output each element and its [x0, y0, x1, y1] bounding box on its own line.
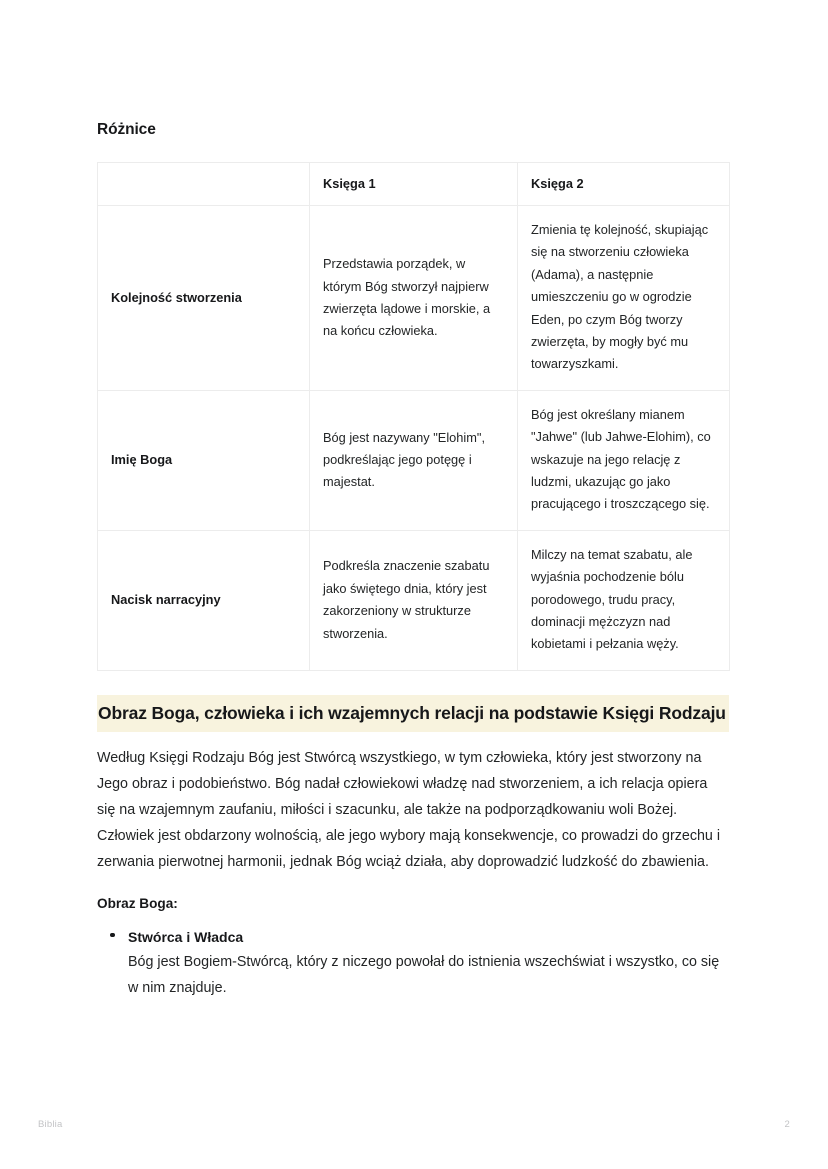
table-row [98, 530, 730, 670]
footer-page-number: 2 [784, 1118, 790, 1130]
subsection-label-obraz-boga: Obraz Boga: [97, 895, 178, 911]
table-row [98, 390, 730, 530]
comparison-table [97, 162, 730, 671]
table-body [98, 206, 730, 671]
table-cell-row-label: Nacisk narracyjny [98, 530, 310, 670]
page-content [97, 120, 729, 1007]
table-header [98, 163, 730, 206]
page-footer [38, 1115, 790, 1133]
table-row [98, 206, 730, 391]
section-heading-roznice: Różnice [97, 121, 156, 138]
table-cell-ksiega2: Bóg jest określany mianem "Jahwe" (lub Jahwe-Elohim), co wskazuje na jego relację z ludzmi, ukazując go jako pracującego i troszczącego się. [518, 390, 730, 530]
table-cell-ksiega2: Milczy na temat szabatu, ale wyjaśnia pochodzenie bólu porodowego, trudu pracy, dominacji mężczyzn nad kobietami i pełzania węży. [518, 530, 730, 670]
list-item [128, 925, 729, 1002]
list-item-text: Bóg jest Bogiem-Stwórcą, który z niczego powołał do istnienia wszechświat i wszystko, co się w nim znajduje. [128, 954, 720, 997]
footer-document-title: Biblia [38, 1118, 63, 1130]
table-cell-ksiega1: Podkreśla znaczenie szabatu jako świętego dnia, który jest zakorzeniony w strukturze stworzenia. [310, 530, 518, 670]
body-paragraph: Według Księgi Rodzaju Bóg jest Stwórcą wszystkiego, w tym człowieka, który jest stworzony na Jego obraz i podobieństwo. Bóg nadał człowiekowi władzę nad stworzeniem, a ich relacja opiera się na wzajemnym zaufaniu, miłości i szacunku, ale także na podporządkowaniu woli Bożej. Człowiek jest obdarzony wolnością, ale jego wybory mają konsekwencje, co prowadzi do grzechu i zerwania pierwotnej harmonii, jednak Bóg wciąż działa, aby doprowadzić ludzkość do zbawienia. [97, 749, 721, 870]
table-cell-ksiega1: Bóg jest nazywany "Elohim", podkreślając jego potęgę i majestat. [310, 390, 518, 530]
table-cell-row-label: Kolejność stworzenia [98, 206, 310, 391]
table-header-cell-empty [98, 163, 310, 206]
highlighted-section-heading: Obraz Boga, człowieka i ich wzajemnych relacji na podstawie Księgi Rodzaju [97, 695, 729, 732]
table-header-cell-ksiega2: Księga 2 [518, 163, 730, 206]
table-header-cell-ksiega1: Księga 1 [310, 163, 518, 206]
list-item-title: Stwórca i Władca [128, 928, 244, 945]
table-header-row [98, 163, 730, 206]
bullet-dot-icon [110, 933, 115, 938]
bullet-list [97, 925, 729, 1002]
table-cell-row-label: Imię Boga [98, 390, 310, 530]
table-cell-ksiega2: Zmienia tę kolejność, skupiając się na stworzeniu człowieka (Adama), a następnie umieszczeniu go w ogrodzie Eden, po czym Bóg tworzy zwierzęta, by mogły być mu towarzyszkami. [518, 206, 730, 391]
table-cell-ksiega1: Przedstawia porządek, w którym Bóg stworzył najpierw zwierzęta lądowe i morskie, a na końcu człowieka. [310, 206, 518, 391]
